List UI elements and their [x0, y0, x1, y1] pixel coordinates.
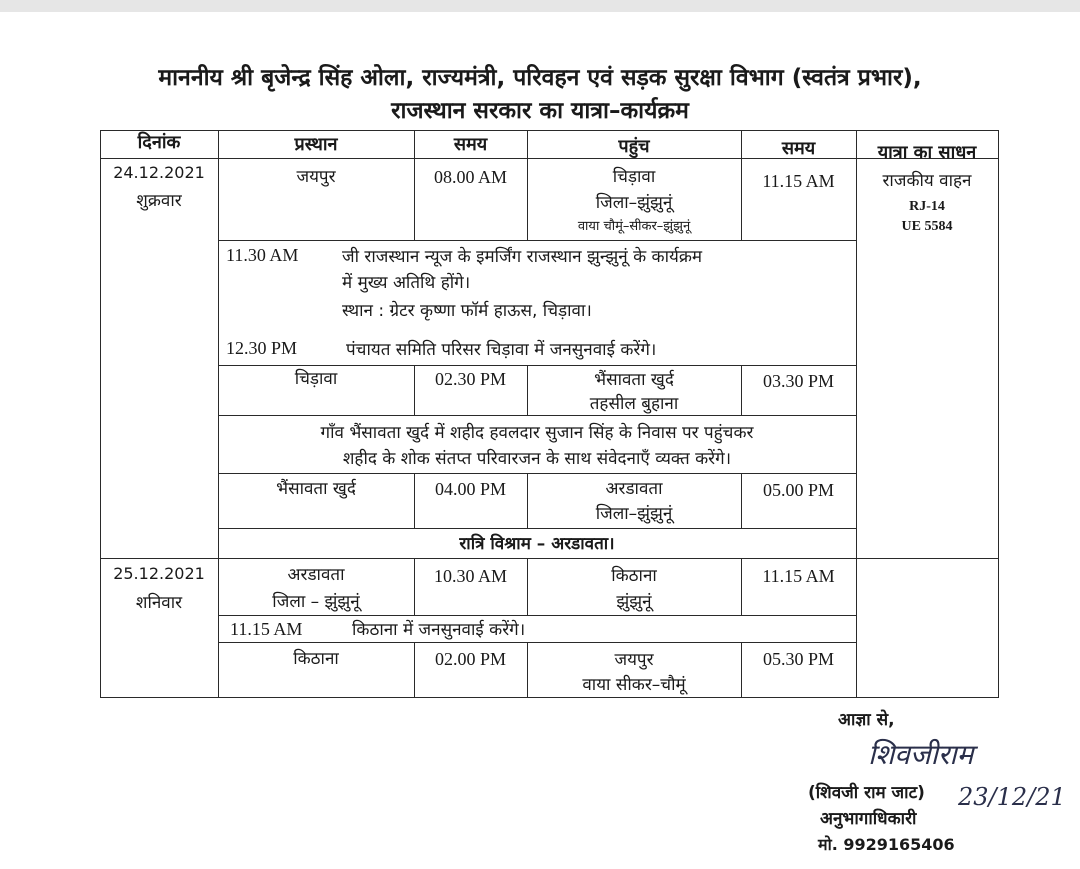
day1-leg2-to: भैंसावता खुर्द	[594, 370, 674, 390]
day1-leg3-from: भैंसावता खुर्द	[276, 479, 356, 499]
day1-leg2-dep-time: 02.30 PM	[434, 369, 506, 389]
day1-night-stay: रात्रि विश्राम – अरडावता।	[459, 534, 615, 554]
day1-event3-line2: शहीद के शोक संतप्त परिवारजन के साथ संवेदनाएँ व्यक्त करेंगे।	[342, 449, 732, 469]
title-line-2: राजस्थान सरकार का यात्रा–कार्यक्रम	[391, 98, 689, 124]
day2-leg1-dep-time: 10.30 AM	[433, 566, 507, 586]
day1-event2-text: पंचायत समिति परिसर चिड़ावा में जनसुनवाई करेंगे।	[346, 340, 657, 360]
table-border-bottom	[100, 697, 998, 698]
day1-leg2-from: चिड़ावा	[294, 369, 338, 389]
day1-transport-reg-2: UE 5584	[901, 219, 953, 234]
header-departure: प्रस्थान	[294, 134, 338, 155]
title-line-1: माननीय श्री बृजेन्द्र सिंह ओला, राज्यमंत्री, परिवहन एवं सड़क सुरक्षा विभाग (स्वतंत्र प्रभार),	[158, 65, 922, 91]
day1-leg1-to-via: वाया चौमूं–सीकर–झुंझुनूं	[577, 219, 691, 234]
day1-date: 24.12.2021	[113, 163, 205, 182]
day2-leg1-arr-time: 11.15 AM	[762, 566, 835, 586]
signatory-name: (शिवजी राम जाट)	[808, 783, 925, 803]
day1-leg1-from: जयपुर	[296, 167, 336, 187]
day2-event-time: 11.15 AM	[230, 619, 303, 639]
day1-transport-reg-1: RJ-14	[909, 199, 945, 214]
day1-leg1-arr-time: 11.15 AM	[762, 171, 835, 191]
day2-leg2-dep-time: 02.00 PM	[434, 649, 506, 669]
day2-weekday: शनिवार	[135, 593, 183, 613]
day1-weekday: शुक्रवार	[136, 191, 182, 211]
header-departure-time: समय	[453, 134, 488, 155]
header-arrival: पहुंच	[618, 136, 650, 157]
day1-leg3-arr-time: 05.00 PM	[762, 480, 834, 500]
day2-leg2-arr-time: 05.30 PM	[762, 649, 834, 669]
day1-leg1-to-district: जिला–झुंझुनूं	[595, 193, 673, 213]
day1-event3-line1: गाँव भैंसावता खुर्द में शहीद हवलदार सुजान सिंह के निवास पर पहुंचकर	[320, 423, 754, 443]
day2-date: 25.12.2021	[113, 564, 205, 583]
day1-event1-line1: जी राजस्थान न्यूज के इमर्जिंग राजस्थान झुन्झुनूं के कार्यक्रम	[342, 247, 703, 267]
signatory-phone: मो. 9929165406	[818, 835, 955, 854]
header-transport: यात्रा का साधन	[877, 142, 977, 163]
row-separator	[218, 528, 856, 529]
day2-leg1-to: किठाना	[611, 566, 657, 586]
day1-leg1-dep-time: 08.00 AM	[433, 167, 507, 187]
day1-leg3-to: अरडावता	[605, 479, 663, 499]
signatory-designation: अनुभागाधिकारी	[820, 809, 917, 829]
day1-leg3-dep-time: 04.00 PM	[434, 479, 506, 499]
signature-date: 23/12/21	[958, 783, 1066, 811]
day1-event1-venue: स्थान : ग्रेटर कृष्णा फॉर्म हाऊस, चिड़ावा।	[342, 301, 592, 321]
day1-leg2-to-tehsil: तहसील बुहाना	[589, 394, 679, 414]
day1-event1-line2: में मुख्य अतिथि होंगे।	[342, 273, 471, 293]
row-separator	[218, 473, 856, 474]
table-border-right	[998, 130, 999, 698]
day1-leg3-to-district: जिला–झुंझुनूं	[595, 504, 673, 524]
day1-transport-vehicle: राजकीय वाहन	[882, 171, 972, 191]
table-border-top	[100, 130, 998, 131]
day2-leg1-to-district: झुंझुनूं	[616, 592, 652, 612]
day-separator	[100, 558, 998, 559]
day2-leg2-from: किठाना	[293, 649, 339, 669]
day2-leg2-to: जयपुर	[614, 650, 654, 670]
row-separator	[218, 615, 856, 616]
day1-leg1-to: चिड़ावा	[612, 167, 656, 187]
order-text: आज्ञा से,	[838, 710, 895, 730]
day2-event-text: किठाना में जनसुनवाई करेंगे।	[352, 620, 526, 640]
day2-leg1-from-district: जिला – झुंझुनूं	[272, 592, 360, 612]
header-arrival-time: समय	[781, 138, 816, 159]
day2-leg2-to-via: वाया सीकर–चौमूं	[582, 675, 686, 695]
header-date: दिनांक	[137, 132, 181, 153]
day1-leg2-arr-time: 03.30 PM	[762, 371, 834, 391]
day2-leg1-from: अरडावता	[287, 565, 345, 585]
row-separator	[218, 240, 856, 241]
handwritten-signature: शिवजीराम	[868, 738, 974, 771]
row-separator	[218, 642, 856, 643]
row-separator	[218, 365, 856, 366]
row-separator	[218, 415, 856, 416]
day1-event1-time: 11.30 AM	[226, 245, 299, 265]
day1-event2-time: 12.30 PM	[226, 338, 298, 358]
